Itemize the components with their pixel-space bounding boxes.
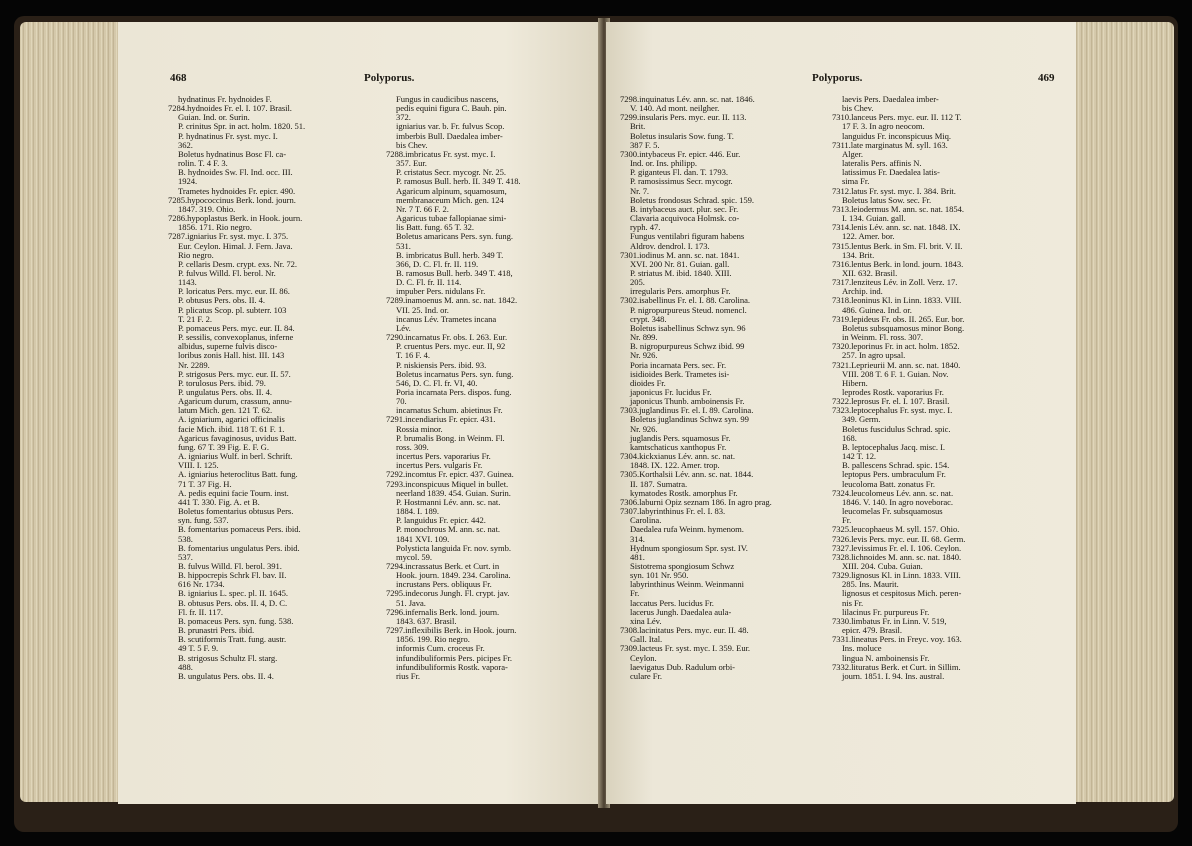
- entry-continuation-line: Nr. 7.: [630, 185, 650, 196]
- entry-continuation-line: 538.: [178, 533, 193, 544]
- entry-continuation-line: laevis Pers. Daedalea imber-: [842, 94, 939, 104]
- entry-continuation-line: B. fulvus Willd. Fl. berol. 391.: [178, 560, 282, 571]
- entry-continuation-line: 616 Nr. 1734.: [178, 579, 225, 590]
- entry-continuation-line: igniarius var. b. Fr. fulvus Scop.: [396, 121, 505, 132]
- entry-continuation-line: 1847. 319. Ohio.: [178, 203, 236, 214]
- entry-continuation-line: lingua N. amboinensis Fr.: [842, 652, 930, 663]
- entry-line: 7312.latus Fr. syst. myc. I. 384. Brit.: [832, 185, 956, 196]
- entry-continuation-line: B. ramosus Bull. herb. 349 T. 418,: [396, 267, 513, 278]
- entry-continuation-line: leucoloma Batt. zonatus Fr.: [842, 478, 935, 489]
- entry-continuation-line: Hibern.: [842, 377, 868, 388]
- entry-continuation-line: juglandis Pers. squamosus Fr.: [630, 432, 731, 443]
- entry-continuation-line: Lév.: [396, 322, 411, 333]
- entry-continuation-line: Gall. Ital.: [630, 634, 663, 645]
- entry-continuation-line: rius Fr.: [396, 670, 420, 681]
- entry-line: 7301.iodinus M. ann. sc. nat. 1841.: [620, 249, 740, 260]
- entry-continuation-line: loribus zonis Hall. hist. III. 143: [178, 350, 285, 361]
- entry-continuation-line: B. imbricatus Bull. herb. 349 T.: [396, 249, 504, 260]
- entry-continuation-line: 205.: [630, 277, 645, 288]
- entry-continuation-line: B. pomaceus Pers. syn. fung. 538.: [178, 615, 294, 626]
- entry-continuation-line: 486. Guinea. Ind. or.: [842, 304, 912, 315]
- entry-continuation-line: in Weinm. Fl. ross. 307.: [842, 332, 924, 343]
- entry-continuation-line: B. ungulatus Pers. obs. II. 4.: [178, 670, 274, 681]
- entry-continuation-line: 531.: [396, 240, 411, 251]
- entry-continuation-line: P. niskiensis Pers. ibid. 93.: [396, 359, 487, 370]
- entry-continuation-line: Fr.: [630, 588, 640, 599]
- entry-continuation-line: 357. Eur.: [396, 158, 427, 169]
- entry-line: 7324.leucolomeus Lév. ann. sc. nat.: [832, 487, 954, 498]
- entry-continuation-line: 1856. 199. Rio negro.: [396, 634, 470, 645]
- entry-line: 7285.hypococcinus Berk. lond. journ.: [168, 194, 296, 205]
- entry-continuation-line: P. brumalis Bong. in Weinm. Fl.: [396, 432, 505, 443]
- entry-continuation-line: latum Mich. gen. 121 T. 62.: [178, 405, 273, 416]
- entry-continuation-line: B. leptocephalus Jacq. misc. I.: [842, 441, 945, 452]
- entry-line: 7322.leprosus Fr. el. I. 107. Brasil.: [832, 396, 950, 407]
- entry-continuation-line: 1856. 171. Rio negro.: [178, 222, 252, 233]
- entry-continuation-line: B. intybaceus auct. plur. sec. Fr.: [630, 203, 739, 214]
- entry-continuation-line: incanus Lév. Trametes incana: [396, 313, 497, 324]
- left-running-title: Polyporus.: [364, 72, 415, 84]
- entry-continuation-line: B. hippocrepis Schrk Fl. bav. II.: [178, 570, 287, 581]
- entry-continuation-line: Agaricum alpinum, squamosum,: [396, 185, 507, 196]
- entry-continuation-line: Agaricus favaginosus, uvidus Batt.: [178, 432, 297, 443]
- entry-continuation-line: membranaceum Mich. gen. 124: [396, 194, 504, 205]
- entry-line: 7297.inflexibilis Berk. in Hook. journ.: [386, 625, 517, 636]
- entry-continuation-line: Carolina.: [630, 515, 662, 526]
- entry-line: 7307.labyrinthinus Fr. el. I. 83.: [620, 506, 726, 517]
- right-column-2: [832, 95, 965, 681]
- entry-continuation-line: P. cruentus Pers. myc. eur. II, 92: [396, 341, 506, 352]
- entry-continuation-line: I. 134. Guian. gall.: [842, 213, 906, 224]
- entry-line: 7300.intybaceus Fr. epicr. 446. Eur.: [620, 148, 741, 159]
- entry-continuation-line: P. ramosissimus Secr. mycogr.: [630, 176, 733, 187]
- entry-line: 7326.levis Pers. myc. eur. II. 68. Germ.: [832, 533, 966, 544]
- entry-continuation-line: XVI. 200 Nr. 81. Guian. gall.: [630, 258, 730, 269]
- entry-continuation-line: Boletus subsquamosus minor Bong.: [842, 322, 965, 333]
- entry-line: 7290.incarnatus Fr. obs. I. 263. Eur.: [386, 332, 508, 343]
- entry-continuation-line: Boletus juglandinus Schwz syn. 99: [630, 414, 749, 425]
- entry-continuation-line: bis Chev.: [396, 139, 428, 150]
- entry-line: 7331.lineatus Pers. in Freyc. voy. 163.: [832, 634, 962, 645]
- left-column-2: [386, 95, 521, 681]
- entry-continuation-line: T. 16 F. 4.: [396, 350, 430, 361]
- entry-continuation-line: P. ramosus Bull. herb. II. 349 T. 418.: [396, 176, 521, 187]
- entry-continuation-line: leptopus Pers. umbraculum Fr.: [842, 469, 946, 480]
- entry-line: 7328.lichnoides M. ann. sc. nat. 1840.: [832, 551, 962, 562]
- entry-continuation-line: P. languidus Fr. epicr. 442.: [396, 515, 486, 526]
- entry-continuation-line: hydnatinus Fr. hydnoides F.: [178, 94, 272, 104]
- entry-continuation-line: P. fulvus Willd. Fl. berol. Nr.: [178, 267, 276, 278]
- entry-continuation-line: Nr. 7 T. 66 F. 2.: [396, 203, 449, 214]
- entry-continuation-line: P. hydnatinus Fr. syst. myc. I.: [178, 130, 278, 141]
- entry-continuation-line: japonicus Thunb. amboinensis Fr.: [630, 396, 745, 407]
- entry-line: 7299.insularis Pers. myc. eur. II. 113.: [620, 112, 747, 123]
- entry-continuation-line: 314.: [630, 533, 645, 544]
- entry-line: 7306.laburni Opiz seznam 186. In agro prag.: [620, 496, 772, 507]
- entry-continuation-line: irregularis Pers. amorphus Fr.: [630, 286, 731, 297]
- entry-continuation-line: Rio negro.: [178, 249, 214, 260]
- entry-continuation-line: Nr. 926.: [630, 350, 658, 361]
- entry-continuation-line: Hook. journ. 1849. 234. Carolina.: [396, 570, 511, 581]
- entry-continuation-line: XII. 632. Brasil.: [842, 267, 898, 278]
- entry-line: 7332.lituratus Berk. et Curt. in Sillim.: [832, 661, 961, 672]
- entry-continuation-line: II. 187. Sumatra.: [630, 478, 688, 489]
- entry-continuation-line: 488.: [178, 661, 193, 672]
- entry-continuation-line: 17 F. 3. In agro neocom.: [842, 121, 925, 132]
- entry-line: 7309.lacteus Fr. syst. myc. I. 359. Eur.: [620, 643, 750, 654]
- entry-continuation-line: D. C. Fl. fr. II. 114.: [396, 277, 462, 288]
- entry-continuation-line: 71 T. 37 Fig. H.: [178, 478, 232, 489]
- entry-continuation-line: imberbis Bull. Daedalea imber-: [396, 130, 503, 141]
- entry-line: 7304.kickxianus Lév. ann. sc. nat.: [620, 451, 735, 462]
- entry-continuation-line: 1841 XVI. 109.: [396, 533, 450, 544]
- entry-continuation-line: A. igniarius Wulf. in berl. Schrift.: [178, 451, 293, 462]
- entry-continuation-line: Poria incarnata Pers. dispos. fung.: [396, 387, 512, 397]
- entry-continuation-line: syn. 101 Nr. 950.: [630, 570, 689, 581]
- entry-continuation-line: B. fomentarius pomaceus Pers. ibid.: [178, 524, 301, 535]
- entry-continuation-line: 1848. IX. 122. Amer. trop.: [630, 460, 720, 471]
- entry-continuation-line: 1924.: [178, 176, 198, 187]
- entry-line: 7314.lenis Lév. ann. sc. nat. 1848. IX.: [832, 222, 961, 233]
- entry-continuation-line: A. igniarium, agarici officinalis: [178, 414, 285, 425]
- entry-continuation-line: B. pallescens Schrad. spic. 154.: [842, 460, 950, 471]
- entry-line: 7317.lenziteus Lév. in Zoll. Verz. 17.: [832, 277, 958, 288]
- entry-line: 7327.levissimus Fr. el. I. 106. Ceylon.: [832, 542, 962, 553]
- entry-continuation-line: Archip. ind.: [842, 286, 883, 297]
- entry-continuation-line: P. obtusus Pers. obs. II. 4.: [178, 295, 265, 306]
- entry-continuation-line: rolin. T. 4 F. 3.: [178, 158, 228, 169]
- entry-line: 7305.Korthalsii Lév. ann. sc. nat. 1844.: [620, 469, 754, 480]
- entry-continuation-line: Fungus in caudicibus nascens,: [396, 94, 499, 104]
- entry-continuation-line: laccatus Pers. lucidus Fr.: [630, 597, 714, 608]
- entry-continuation-line: 51. Java.: [396, 597, 426, 608]
- entry-continuation-line: P. torulosus Pers. ibid. 79.: [178, 377, 266, 388]
- entry-continuation-line: P. cristatus Secr. mycogr. Nr. 25.: [396, 167, 507, 178]
- entry-continuation-line: XIII. 204. Cuba. Guian.: [842, 560, 923, 571]
- entry-continuation-line: Brit.: [630, 121, 646, 132]
- entry-continuation-line: 387 F. 5.: [630, 139, 660, 150]
- entry-continuation-line: Ind. or. Ins. philipp.: [630, 158, 697, 169]
- entry-continuation-line: Sistotrema spongiosum Schwz: [630, 560, 735, 571]
- entry-continuation-line: lilacinus Fr. purpureus Fr.: [842, 606, 930, 617]
- entry-line: 7286.hypoplastus Berk. in Hook. journ.: [168, 213, 303, 224]
- entry-continuation-line: 49 T. 5 F. 9.: [178, 643, 219, 654]
- entry-continuation-line: informis Cum. croceus Fr.: [396, 643, 485, 654]
- entry-continuation-line: P. loricatus Pers. myc. eur. II. 86.: [178, 286, 290, 297]
- entry-line: 7291.incendiarius Fr. epicr. 431.: [386, 414, 496, 425]
- entry-line: 7310.lanceus Pers. myc. eur. II. 112 T.: [832, 112, 962, 123]
- entry-continuation-line: Polystictа languida Fr. nov. symb.: [396, 542, 511, 553]
- entry-continuation-line: Boletus insularis Sow. fung. T.: [630, 130, 734, 141]
- entry-continuation-line: P. crinitus Spr. in act. holm. 1820. 51.: [178, 121, 306, 132]
- left-page: [118, 22, 602, 804]
- entry-continuation-line: crypt. 348.: [630, 313, 667, 324]
- entry-continuation-line: VIII. I. 125.: [178, 460, 219, 471]
- entry-continuation-line: A. igniarius heteroclitus Batt. fung.: [178, 469, 298, 480]
- entry-continuation-line: Hydnum spongiosum Spr. syst. IV.: [630, 542, 748, 553]
- entry-continuation-line: 366, D. C. Fl. fr. II. 119.: [396, 258, 479, 269]
- entry-continuation-line: Fungus ventilabri figuram habens: [630, 231, 745, 242]
- right-page-number: 469: [1038, 72, 1055, 84]
- entry-line: 7323.leptocephalus Fr. syst. myc. I.: [832, 405, 953, 416]
- entry-continuation-line: syn. fung. 537.: [178, 515, 229, 526]
- entry-continuation-line: 481.: [630, 551, 645, 562]
- entry-continuation-line: bis Chev.: [842, 103, 874, 114]
- entry-line: 7294.incrassatus Berk. et Curt. in: [386, 560, 500, 571]
- entry-line: 7296.infernalis Berk. lond. journ.: [386, 606, 500, 617]
- entry-continuation-line: P. striatus M. ibid. 1840. XIII.: [630, 267, 732, 278]
- entry-continuation-line: Nr. 899.: [630, 332, 658, 343]
- entry-continuation-line: Agaricum durum, crassum, annu-: [178, 396, 292, 407]
- entry-continuation-line: Aldrov. dendrol. I. 173.: [630, 240, 710, 251]
- entry-continuation-line: mycol. 59.: [396, 551, 433, 562]
- entry-continuation-line: 1143.: [178, 277, 197, 288]
- entry-continuation-line: Rossia minor.: [396, 423, 443, 434]
- entry-continuation-line: 441 T. 330. Fig. A. et B.: [178, 496, 260, 507]
- entry-continuation-line: dioides Fr.: [630, 377, 666, 388]
- entry-continuation-line: B. obtusus Pers. obs. II. 4, D. C.: [178, 597, 288, 608]
- entry-continuation-line: 142 T. 12.: [842, 451, 877, 462]
- entry-continuation-line: 122. Amer. bor.: [842, 231, 895, 242]
- entry-line: 7318.leoninus Kl. in Linn. 1833. VIII.: [832, 295, 962, 306]
- entry-continuation-line: isidioides Berk. Trametes isi-: [630, 368, 730, 379]
- entry-continuation-line: leprodes Rostk. vaporarius Fr.: [842, 387, 944, 397]
- right-page: [606, 22, 1076, 804]
- right-running-title: Polyporus.: [812, 72, 863, 84]
- entry-continuation-line: P. cellaris Desm. crypt. exs. Nr. 72.: [178, 258, 297, 269]
- entry-continuation-line: Boletus isabellinus Schwz syn. 96: [630, 322, 746, 333]
- entry-continuation-line: infundibuliformis Rostk. vapora-: [396, 661, 508, 672]
- entry-continuation-line: kamtschaticus xanthopus Fr.: [630, 441, 727, 452]
- entry-continuation-line: Fr.: [842, 515, 852, 526]
- page-edges-right: [1070, 22, 1174, 802]
- entry-continuation-line: pedis equini figura C. Bauh. pin.: [396, 103, 507, 114]
- entry-continuation-line: Fl. fr. II. 117.: [178, 606, 223, 617]
- entry-continuation-line: ross. 309.: [396, 441, 429, 452]
- entry-continuation-line: B. scutiformis Tratt. fung. austr.: [178, 634, 287, 645]
- entry-line: 7292.incomtus Fr. epicr. 437. Guinea.: [386, 469, 514, 480]
- entry-line: 7330.limbatus Fr. in Linn. V. 519,: [832, 615, 947, 626]
- entry-continuation-line: 349. Germ.: [842, 414, 881, 425]
- entry-line: 7293.inconspicuus Miquel in bullet.: [386, 478, 509, 489]
- entry-continuation-line: incertus Pers. vaporarius Fr.: [396, 451, 491, 462]
- entry-line: 7284.hydnoides Fr. el. I. 107. Brasil.: [168, 103, 292, 114]
- entry-line: 7303.juglandinus Fr. el. I. 89. Carolina.: [620, 405, 754, 416]
- entry-line: 7319.lepideus Fr. obs. II. 265. Eur. bor.: [832, 313, 965, 324]
- entry-continuation-line: 537.: [178, 551, 193, 562]
- entry-continuation-line: B. igniarius L. spec. pl. II. 1645.: [178, 588, 288, 599]
- entry-continuation-line: incarnatus Schum. abietinus Fr.: [396, 405, 503, 416]
- entry-continuation-line: infundibuliformis Pers. picipes Fr.: [396, 652, 512, 663]
- entry-continuation-line: P. ungulatus Pers. obs. II. 4.: [178, 387, 272, 397]
- entry-continuation-line: labyrinthinus Weinm. Weinmanni: [630, 579, 744, 590]
- left-page-number: 468: [170, 72, 187, 84]
- entry-continuation-line: 546, D. C. Fl. fr. VI, 40.: [396, 377, 478, 388]
- entry-continuation-line: japonicus Fr. lucidus Fr.: [630, 387, 712, 397]
- entry-continuation-line: xina Lév.: [630, 615, 662, 626]
- entry-continuation-line: P. sessilis, convexoplanus, inferne: [178, 332, 294, 343]
- entry-continuation-line: B. hydnoides Sw. Fl. Ind. occ. III.: [178, 167, 293, 178]
- entry-continuation-line: incrustans Pers. obliquus Fr.: [396, 579, 492, 590]
- entry-continuation-line: P. nigropurpureus Steud. nomencl.: [630, 304, 747, 315]
- entry-continuation-line: journ. 1851. I. 94. Ins. austral.: [842, 670, 945, 681]
- entry-line: 7298.inquinatus Lév. ann. sc. nat. 1846.: [620, 94, 755, 104]
- entry-continuation-line: Eur. Ceylon. Himal. J. Fern. Java.: [178, 240, 293, 251]
- entry-line: 7287.igniarius Fr. syst. myc. I. 375.: [168, 231, 289, 242]
- entry-continuation-line: P. Hostmanni Lév. ann. sc. nat.: [396, 496, 501, 507]
- entry-continuation-line: kymatodes Rostk. amorphus Fr.: [630, 487, 738, 498]
- entry-continuation-line: lis Batt. fung. 65 T. 32.: [396, 222, 474, 233]
- entry-continuation-line: 1843. 637. Brasil.: [396, 615, 457, 626]
- entry-continuation-line: Boletus fuscidulus Schrad. spic.: [842, 423, 951, 434]
- entry-continuation-line: Boletus frondosus Schrad. spic. 159.: [630, 194, 754, 205]
- entry-continuation-line: Poria incarnata Pers. sec. Fr.: [630, 359, 727, 370]
- entry-continuation-line: 362.: [178, 139, 193, 150]
- entry-continuation-line: fung. 67 T. 39 Fig. E. F. G.: [178, 441, 269, 452]
- entry-line: 7325.leucophaeus M. syll. 157. Ohio.: [832, 524, 960, 535]
- entry-continuation-line: Ins. moluce: [842, 643, 882, 654]
- entry-continuation-line: Boletus fomentarius obtusus Pers.: [178, 506, 294, 517]
- entry-continuation-line: B. prunastri Pers. ibid.: [178, 625, 255, 636]
- entry-line: 7315.lentus Berk. in Sm. Fl. brit. V. II.: [832, 240, 963, 251]
- entry-line: 7320.leporinus Fr. in act. holm. 1852.: [832, 341, 960, 352]
- entry-continuation-line: P. monochrous M. ann. sc. nat.: [396, 524, 501, 535]
- entry-continuation-line: B. fomentarius ungulatus Pers. ibid.: [178, 542, 300, 553]
- entry-continuation-line: Boletus incarnatus Pers. syn. fung.: [396, 368, 514, 379]
- entry-continuation-line: 1846. V. 140. In agro noveborac.: [842, 496, 953, 507]
- entry-continuation-line: T. 21 F. 2.: [178, 313, 212, 324]
- entry-continuation-line: Boletus hydnatinus Bosc Fl. ca-: [178, 148, 287, 159]
- entry-line: 7321.Leprieurii M. ann. sc. nat. 1840.: [832, 359, 961, 370]
- entry-continuation-line: laevigatus Dub. Radulum orbi-: [630, 661, 735, 672]
- entry-continuation-line: impuber Pers. nidulans Fr.: [396, 286, 486, 297]
- entry-continuation-line: ryph. 47.: [630, 222, 661, 233]
- entry-continuation-line: Alger.: [842, 148, 863, 159]
- entry-continuation-line: latissimus Fr. Daedalea latis-: [842, 167, 940, 178]
- entry-continuation-line: Nr. 926.: [630, 423, 658, 434]
- entry-continuation-line: epicr. 479. Brasil.: [842, 625, 902, 636]
- entry-continuation-line: 134. Brit.: [842, 249, 875, 260]
- entry-continuation-line: leucomelas Fr. subsquamosus: [842, 506, 943, 517]
- entry-continuation-line: Daedalea rufa Weinm. hymenom.: [630, 524, 744, 535]
- entry-continuation-line: Nr. 2289.: [178, 359, 210, 370]
- entry-continuation-line: sima Fr.: [842, 176, 870, 187]
- entry-line: 7289.inamoenus M. ann. sc. nat. 1842.: [386, 295, 518, 306]
- entry-continuation-line: incertus Pers. vulgaris Fr.: [396, 460, 483, 471]
- entry-continuation-line: B. strigosus Schultz Fl. starg.: [178, 652, 278, 663]
- entry-continuation-line: P. pomaceus Pers. myc. eur. II. 84.: [178, 322, 295, 333]
- entry-continuation-line: VIII. 208 T. 6 F. 1. Guian. Nov.: [842, 368, 949, 379]
- entry-continuation-line: B. nigropurpureus Schwz ibid. 99: [630, 341, 745, 352]
- entry-continuation-line: Ceylon.: [630, 652, 657, 663]
- entry-continuation-line: 257. In agro upsal.: [842, 350, 906, 361]
- entry-continuation-line: 1884. I. 189.: [396, 506, 440, 517]
- entry-continuation-line: VII. 25. Ind. or.: [396, 304, 449, 315]
- entry-continuation-line: P. strigosus Pers. myc. eur. II. 57.: [178, 368, 291, 379]
- entry-continuation-line: Boletus latus Sow. sec. Fr.: [842, 194, 932, 205]
- right-column-1: [620, 95, 772, 681]
- page-edges-left: [20, 22, 120, 802]
- entry-continuation-line: 372.: [396, 112, 411, 123]
- entry-continuation-line: 70.: [396, 396, 407, 407]
- entry-line: 7295.indecorus Jungh. Fl. crypt. jav.: [386, 588, 510, 599]
- entry-continuation-line: Trametes hydnoides Fr. epicr. 490.: [178, 185, 296, 196]
- entry-continuation-line: Clavaria acquivoca Holmsk. co-: [630, 213, 740, 224]
- entry-continuation-line: languidus Fr. inconspicuus Miq.: [842, 130, 951, 141]
- entry-line: 7313.leiodermus M. ann. sc. nat. 1854.: [832, 203, 965, 214]
- entry-continuation-line: neerland 1839. 454. Guian. Surin.: [396, 487, 511, 498]
- entry-continuation-line: Agaricus tubae fallopianae simi-: [396, 213, 507, 224]
- entry-continuation-line: P. plicatus Scop. pl. subterr. 103: [178, 304, 287, 315]
- entry-continuation-line: lignosus et cespitosus Mich. peren-: [842, 588, 962, 599]
- entry-continuation-line: Boletus amaricans Pers. syn. fung.: [396, 231, 513, 242]
- entry-line: 7329.lignosus Kl. in Linn. 1833. VIII.: [832, 570, 961, 581]
- entry-continuation-line: P. giganteus Fl. dan. T. 1793.: [630, 167, 728, 178]
- entry-continuation-line: facie Mich. ibid. 118 T. 61 F. 1.: [178, 423, 285, 434]
- entry-continuation-line: lacerus Jungh. Daedalea aula-: [630, 606, 732, 617]
- entry-continuation-line: 168.: [842, 432, 857, 443]
- entry-continuation-line: A. pedis equini facie Tourn. inst.: [178, 487, 289, 498]
- entry-continuation-line: nis Fr.: [842, 597, 864, 608]
- left-column-1: [168, 95, 305, 681]
- entry-line: 7302.isabellinus Fr. el. I. 88. Carolina.: [620, 295, 750, 306]
- entry-line: 7316.lentus Berk. in lond. journ. 1843.: [832, 258, 964, 269]
- entry-continuation-line: culare Fr.: [630, 670, 662, 681]
- entry-continuation-line: V. 140. Ad mont. neilgher.: [630, 103, 720, 114]
- entry-line: 7288.imbricatus Fr. syst. myc. I.: [386, 148, 496, 159]
- entry-continuation-line: lateralis Pers. affinis N.: [842, 158, 922, 169]
- entry-continuation-line: Guian. Ind. or. Surin.: [178, 112, 250, 123]
- entry-continuation-line: 285. Ins. Maurit.: [842, 579, 899, 590]
- entry-continuation-line: albidus, superne fulvis disco-: [178, 341, 278, 352]
- entry-line: 7311.late marginatus M. syll. 163.: [832, 139, 948, 150]
- entry-line: 7308.lacinitatus Pers. myc. eur. II. 48.: [620, 625, 749, 636]
